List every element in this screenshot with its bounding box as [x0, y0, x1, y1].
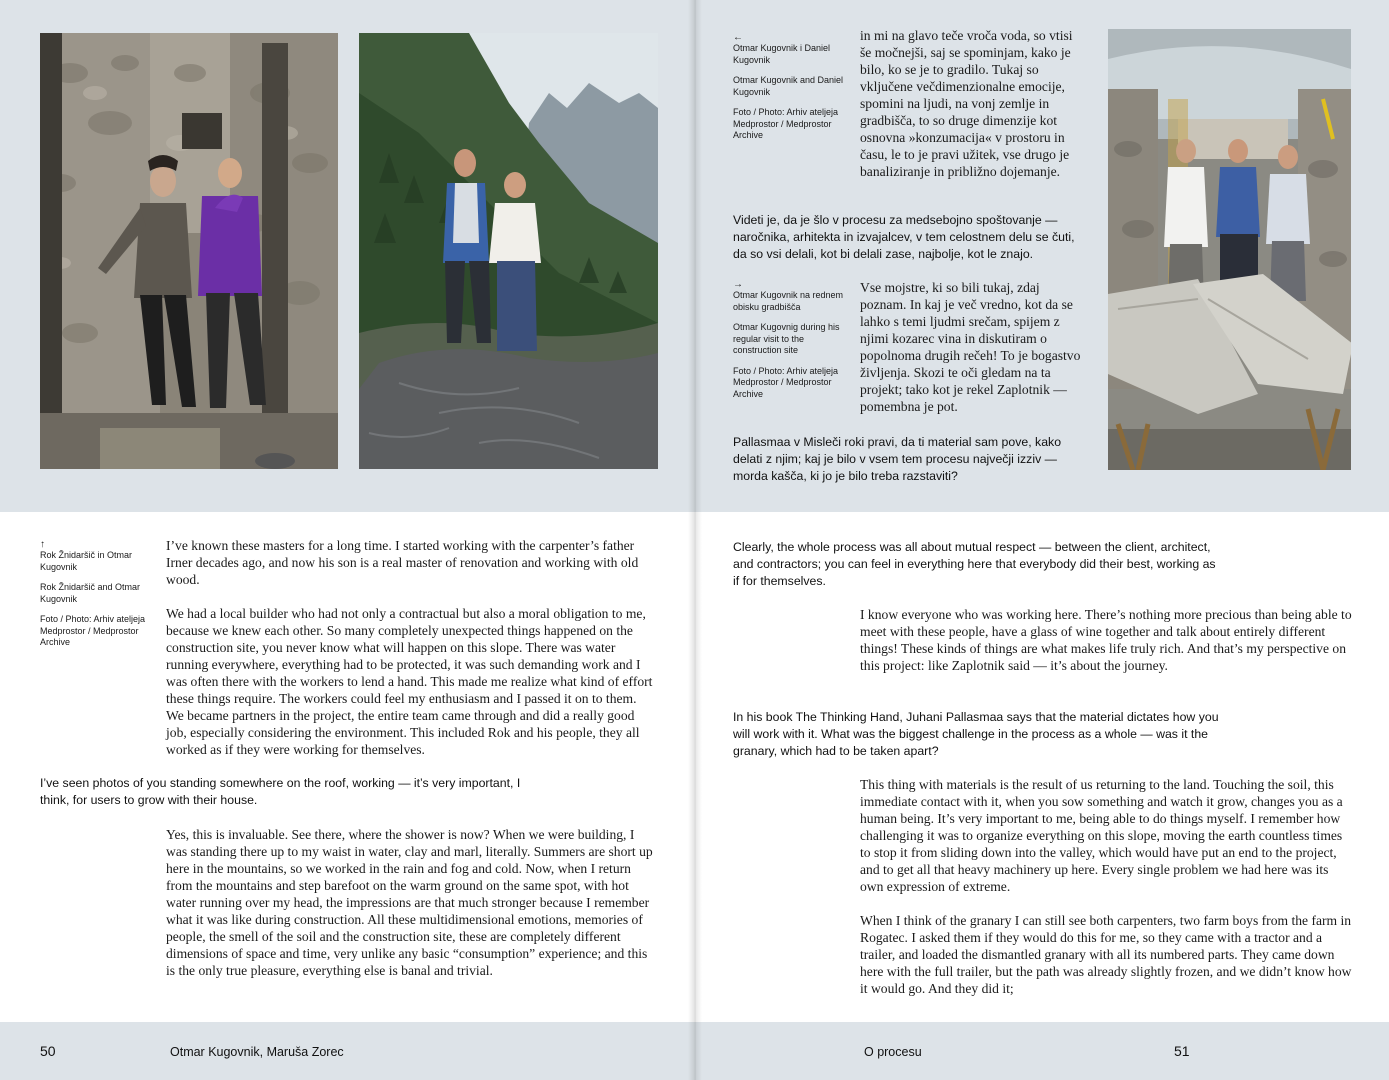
- caption-znidarsic-kugovnik: [40, 540, 160, 658]
- slovene-paragraph-1: [860, 27, 1085, 197]
- english-right-paragraph-3: When I think of the granary I can still see both carpenters, two farm boys from the farm in Rogatec. I asked them if they would do this for me, so they came with a tractor and a trailer, and loaded the dismantled granary with all its numbered parts. They came down here with the full trailer, but the path was already slightly frozen, and we didn’t know how it would go. And they did it;: [860, 913, 1352, 996]
- english-right-question-1: Clearly, the whole process was all about mutual respect — between the client, architect, and contractors; you can feel in everything here that everybody did their best, working as if for themselves.: [733, 540, 1216, 588]
- caption-english: Otmar Kugovnik and Daniel Kugovnik: [733, 75, 844, 97]
- caption-kugovnik-father-son: [733, 33, 853, 151]
- photo-three-men-granary-beams: [1108, 29, 1351, 470]
- english-left-paragraph-1: I’ve known these masters for a long time. I started working with the carpenter’s father Irner decades ago, and now his son is a real master of renovation and working with old wood.: [166, 538, 639, 587]
- caption-slovene: Rok Žnidaršič in Otmar Kugovnik: [40, 550, 133, 572]
- page-number-right: 51: [1174, 1043, 1190, 1059]
- english-left-answers-1: [166, 537, 656, 775]
- caption-site-visit: [733, 280, 853, 409]
- arrow-right-icon: →: [733, 279, 743, 290]
- caption-english: Otmar Kugovnig during his regular visit to the construction site: [733, 322, 840, 355]
- caption-credit: Foto / Photo: Arhiv ateljeja Medprostor / Medprostor Archive: [40, 614, 146, 647]
- caption-slovene: Otmar Kugovnik i Daniel Kugovnik: [733, 43, 831, 65]
- book-gutter-shadow: [688, 0, 702, 1080]
- english-right-question-2: In his book The Thinking Hand, Juhani Pallasmaa says that the material dictates how you will work with it. What was the biggest challenge in the process as a whole — was it the granary, which had to be taken apart?: [733, 710, 1219, 758]
- english-right-paragraph-2: This thing with materials is the result of us returning to the land. Touching the soil, this immediate contact with it, when you sow something and watch it grow, changes you as a human being. It’s very important to me, being able to do things myself. I remember how challenging it was to organize everything on this slope, moving the earth countless times to stop it from sliding down into the valley, which would have put an end to the project, and to get all that heavy machinery up here. Every single problem we had here was its own expression of extreme.: [860, 777, 1343, 894]
- english-left-paragraph-3: Yes, this is invaluable. See there, where the shower is now? When we were building, I was standing there up to my waist in water, clay and marl, literally. Summers are short up here in the mountains, so we worked in the rain and fog and cold. Now, when I return from the mountains and step barefoot on the warm ground on the same spot, with hot water running over my head, the impressions are that much stronger because I remember what it was like during construction. All these multidimensional emotions, memories of people, the smell of the soil and the construction site, these are completely different dimensions of space and time, very unlike any basic “consumption” experience; and this is the only true pleasure, everything else is banal and trivial.: [166, 827, 653, 978]
- page-number-left: 50: [40, 1043, 56, 1059]
- running-head-section: O procesu: [864, 1045, 922, 1059]
- arrow-left-icon: ←: [733, 32, 743, 43]
- arrow-up-icon: ↑: [40, 539, 45, 550]
- caption-credit: Foto / Photo: Arhiv ateljeja Medprostor / Medprostor Archive: [733, 365, 839, 399]
- english-right-answer-2: [860, 776, 1352, 1014]
- slovene-question-2: Pallasmaa v Misleči roki pravi, da ti material sam pove, kako delati z njim; kaj je bilo v vsem tem procesu največji izziv — morda kašča, ki jo je bilo treba razstaviti?: [733, 435, 1062, 483]
- slovene-paragraph-2: [860, 279, 1085, 432]
- caption-credit: Foto / Photo: Arhiv ateljeja Medprostor / Medprostor Archive: [733, 107, 839, 140]
- english-right-answer-1: [860, 606, 1352, 691]
- english-left-answers-2: [166, 826, 656, 996]
- slovene-question-1: Videti je, da je šlo v procesu za medsebojno spoštovanje — naročnika, arhitekta in izvajalcev, v tem celostnem delu se čuti, da so vsi delali, kot bi delali zase, najbolje, kot le znajo.: [733, 213, 1075, 261]
- english-right-paragraph-1: I know everyone who was working here. There’s nothing more precious than being able to meet with these people, have a glass of wine together and talk about entirely different things! These kinds of things are what makes life truly rich. And that’s my perspective on this project: like Zaplotnik said — it’s about the journey.: [860, 607, 1352, 673]
- english-left-question: I’ve seen photos of you standing somewhere on the roof, working — it’s very important, I think, for users to grow with their house.: [40, 776, 521, 807]
- english-left-paragraph-2: We had a local builder who had not only a contractual but also a moral obligation to me, because we knew each other. So many completely unexpected things happened on the construction site, you never know what will happen on this slope. There was water running everywhere, everything had to be protected, it was such demanding work and I was often there with the workers to lend a hand. This made me realize what kind of effort these things require. The workers could feel my enthusiasm and I passed it on to them. We became partners in the project, the entire team came through and did a really good job, especially considering the environment. This included Rok and his people, they all worked as if they were working for themselves.: [166, 606, 653, 757]
- slovene-paragraph-1-text: in mi na glavo teče vroča voda, so vtisi še močnejši, saj se spominjam, kako je bilo, ko se je to gradilo. Tukaj so vključene večdimenzionalne emocije, spomini na ljudi, na vonj zemlje in gradbišča, to so druge dimenzije kot osnovna »konzumacija« v prostoru in času, le to je pravi užitek, vse drugo je banaliziranje in približno dojemanje.: [860, 28, 1073, 179]
- caption-english: Rok Žnidaršič and Otmar Kugovnik: [40, 582, 141, 604]
- photo-two-men-ruin-interior: [40, 33, 338, 469]
- photo-two-men-hillside: [359, 33, 658, 469]
- running-head-authors: Otmar Kugovnik, Maruša Zorec: [170, 1045, 344, 1059]
- caption-slovene: Otmar Kugovnik na rednem obisku gradbišča: [733, 290, 844, 312]
- slovene-paragraph-2-text: Vse mojstre, ki so bili tukaj, zdaj poznam. In kaj je več vredno, kot da se lahko s temi ljudmi srečam, spijem z njimi kozarec vina in diskutiram o popolnoma drugih rečeh! To je bogastvo življenja. Skozi te oči gledam na ta projekt; tako kot je rekel Zaplotnik — pomembna je pot.: [860, 280, 1081, 414]
